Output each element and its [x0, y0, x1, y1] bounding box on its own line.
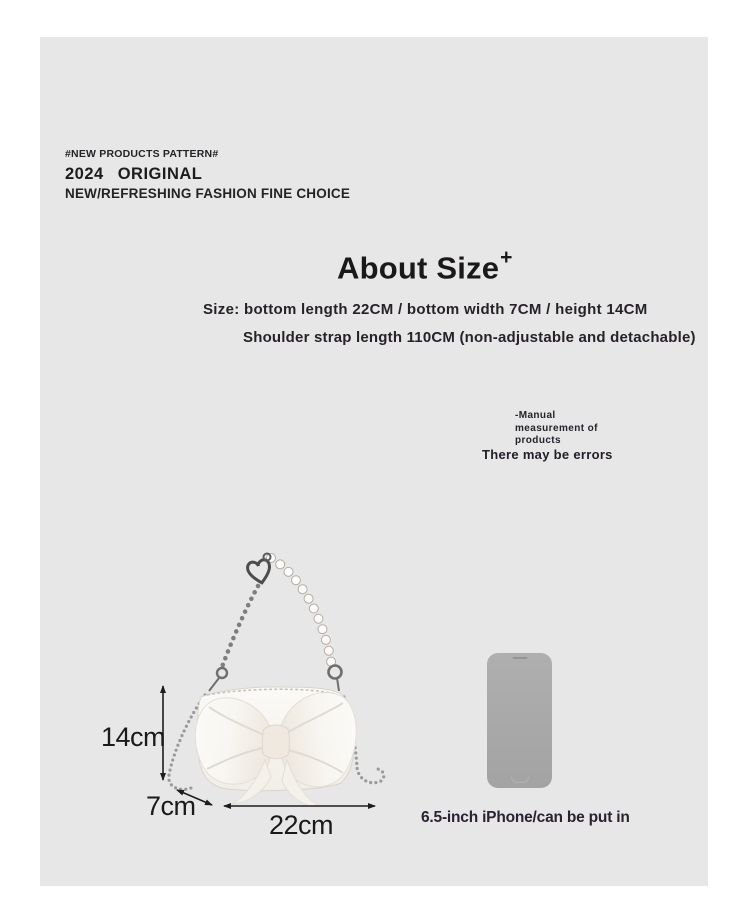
header-subtitle: NEW/REFRESHING FASHION FINE CHOICE: [65, 186, 351, 201]
header-original: ORIGINAL: [117, 165, 203, 183]
chain-strap: [222, 586, 258, 667]
phone-chin-line: [511, 777, 529, 783]
bow-knot: [262, 725, 289, 759]
phone-silhouette: [487, 653, 552, 788]
ring-connector: [329, 666, 342, 679]
measurement-note-line1: -Manual: [515, 410, 556, 421]
size-line-1: Size: bottom length 22CM / bottom width 7CM / height 14CM: [203, 301, 648, 318]
left-connector-link: [209, 678, 219, 691]
measurement-note-line3: products: [515, 435, 561, 446]
header-year-line: [65, 165, 202, 184]
pearl-strap: [271, 558, 332, 667]
width-dimension-label: 7cm: [146, 791, 196, 821]
errors-note: There may be errors: [482, 447, 613, 462]
length-dimension-label: 22cm: [269, 810, 334, 840]
right-connector-link: [337, 678, 339, 691]
heart-charm-icon: [246, 559, 272, 585]
page-title-text: About Size: [337, 250, 500, 286]
gray-panel: [40, 37, 708, 886]
page-title: [337, 246, 513, 286]
measurement-note: [515, 410, 598, 448]
pearl-strap-rim: [271, 558, 332, 667]
size-line-2: Shoulder strap length 110CM (non-adjustable and detachable): [243, 329, 696, 346]
bag-illustration: [95, 545, 405, 865]
measurement-note-line2: measurement of: [515, 422, 598, 434]
height-dimension-label: 14cm: [101, 722, 166, 752]
phone-speaker-icon: [512, 657, 527, 659]
phone-caption: 6.5-inch iPhone/can be put in: [421, 809, 630, 826]
header-year: 2024: [65, 165, 104, 183]
teardrop-connector: [217, 668, 227, 678]
plus-icon: +: [500, 246, 513, 269]
header-tagline: #NEW PRODUCTS PATTERN#: [65, 148, 219, 160]
